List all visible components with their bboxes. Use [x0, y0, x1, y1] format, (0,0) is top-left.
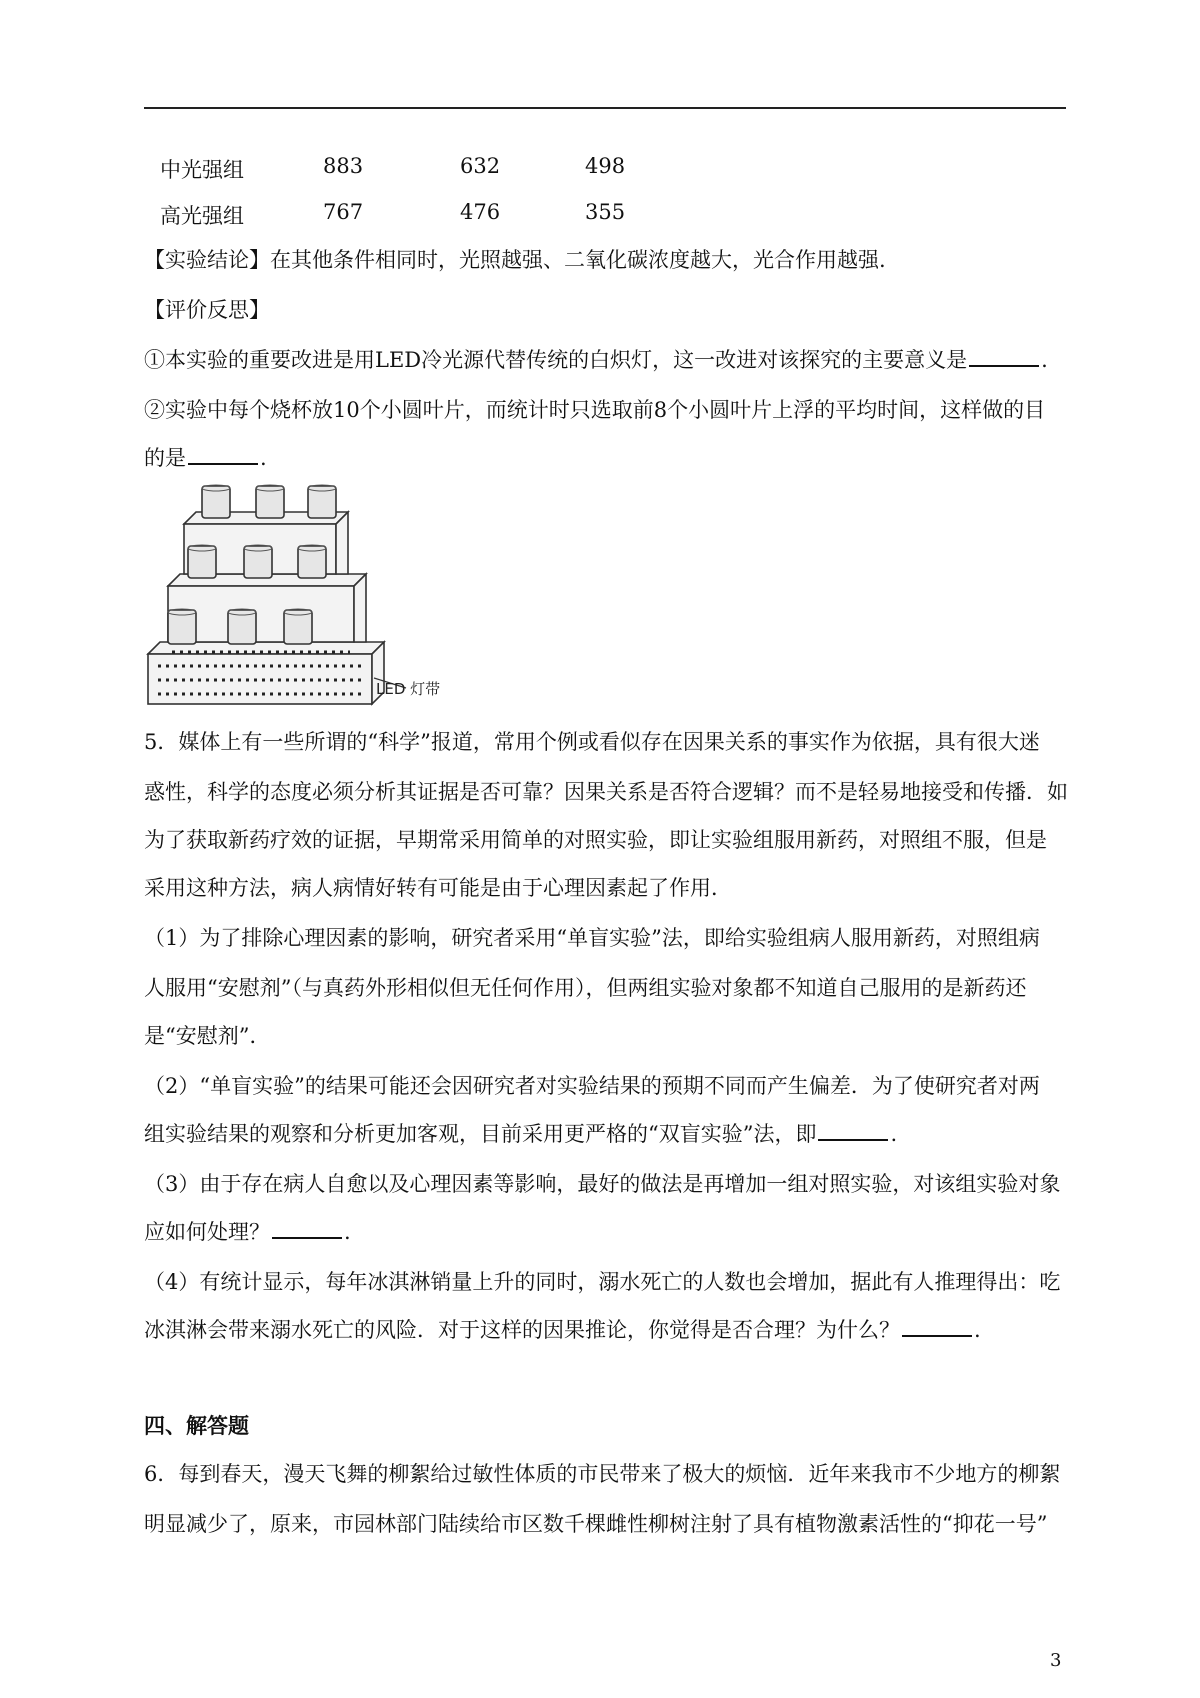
p4-end: . [974, 1318, 981, 1342]
table-cell: 355 [585, 200, 626, 224]
q5-part4-line2 [144, 1315, 1074, 1345]
section-heading: 四、解答题 [144, 1414, 249, 1438]
answer-blank [818, 1121, 888, 1141]
answer-blank [902, 1317, 972, 1337]
q2-text: 的是 [144, 446, 186, 470]
q5-part1-line: （1）为了排除心理因素的影响，研究者采用“单盲实验”法，即给实验组病人服用新药，对照组病 [144, 926, 1040, 950]
q5-line: 为了获取新药疗效的证据，早期常采用简单的对照实验，即让实验组服用新药，对照组不服，但是 [144, 828, 1047, 852]
p3-text: 应如何处理？ [144, 1220, 270, 1244]
table-cell: 498 [585, 154, 626, 178]
q5-part2-line1: （2）“单盲实验”的结果可能还会因研究者对实验结果的预期不同而产生偏差．为了使研究者对两 [144, 1074, 1040, 1098]
q6-line: 6．每到春天，漫天飞舞的柳絮给过敏性体质的市民带来了极大的烦恼．近年来我市不少地方的柳絮 [144, 1462, 1061, 1486]
q5-part1-line: 人服用“安慰剂”（与真药外形相似但无任何作用），但两组实验对象都不知道自己服用的是新药还 [144, 976, 1027, 1000]
q5-part3-line1: （3）由于存在病人自愈以及心理因素等影响，最好的做法是再增加一组对照实验，对该组实验对象 [144, 1172, 1061, 1196]
q5-part4-line1: （4）有统计显示，每年冰淇淋销量上升的同时，溺水死亡的人数也会增加，据此有人推理得出：吃 [144, 1270, 1061, 1294]
q5-line: 5．媒体上有一些所谓的“科学”报道，常用个例或看似存在因果关系的事实作为依据，具有很大迷 [144, 730, 1040, 754]
q5-line: 惑性，科学的态度必须分析其证据是否可靠？因果关系是否符合逻辑？而不是轻易地接受和传播．如 [144, 780, 1068, 804]
page-number: 3 [1050, 1650, 1062, 1671]
q2-end: . [260, 446, 267, 470]
experiment-conclusion: 【实验结论】在其他条件相同时，光照越强、二氧化碳浓度越大，光合作用越强. [144, 248, 886, 272]
table-cell: 767 [323, 200, 364, 224]
answer-blank [272, 1219, 342, 1239]
reflection-q2-line2 [144, 443, 1074, 473]
p4-text: 冰淇淋会带来溺水死亡的风险．对于这样的因果推论，你觉得是否合理？为什么？ [144, 1318, 900, 1342]
q5-part2-line2 [144, 1119, 1074, 1149]
beaker-rack-illustration [144, 482, 464, 714]
reflection-heading: 【评价反思】 [144, 298, 270, 322]
table-cell-group: 高光强组 [160, 204, 244, 228]
p3-end: . [344, 1220, 351, 1244]
p2-text: 组实验结果的观察和分析更加客观，目前采用更严格的“双盲实验”法，即 [144, 1122, 817, 1146]
table-cell: 632 [460, 154, 501, 178]
table-row [0, 200, 1200, 230]
led-beaker-rack-figure [144, 482, 464, 714]
reflection-q1 [144, 345, 1074, 375]
table-cell: 476 [460, 200, 501, 224]
answer-blank [188, 445, 258, 465]
q5-part3-line2 [144, 1217, 1074, 1247]
q1-end: . [1041, 348, 1048, 372]
q5-line: 采用这种方法，病人病情好转有可能是由于心理因素起了作用． [144, 876, 732, 900]
led-strip-label: LED 灯带 [376, 680, 441, 698]
table-row [0, 154, 1200, 184]
answer-blank [969, 347, 1039, 367]
p2-end: . [890, 1122, 898, 1146]
q1-text: ①本实验的重要改进是用LED冷光源代替传统的白炽灯，这一改进对该探究的主要意义是 [144, 348, 968, 372]
reflection-q2-line1: ②实验中每个烧杯放10个小圆叶片，而统计时只选取前8个小圆叶片上浮的平均时间，这样做的目 [144, 398, 1046, 422]
table-cell-group: 中光强组 [160, 158, 244, 182]
table-cell: 883 [323, 154, 364, 178]
q6-line: 明显减少了，原来，市园林部门陆续给市区数千棵雌性柳树注射了具有植物激素活性的“抑花一号” [144, 1512, 1048, 1536]
q5-part1-line: 是“安慰剂”． [144, 1024, 271, 1048]
header-rule [144, 107, 1066, 109]
